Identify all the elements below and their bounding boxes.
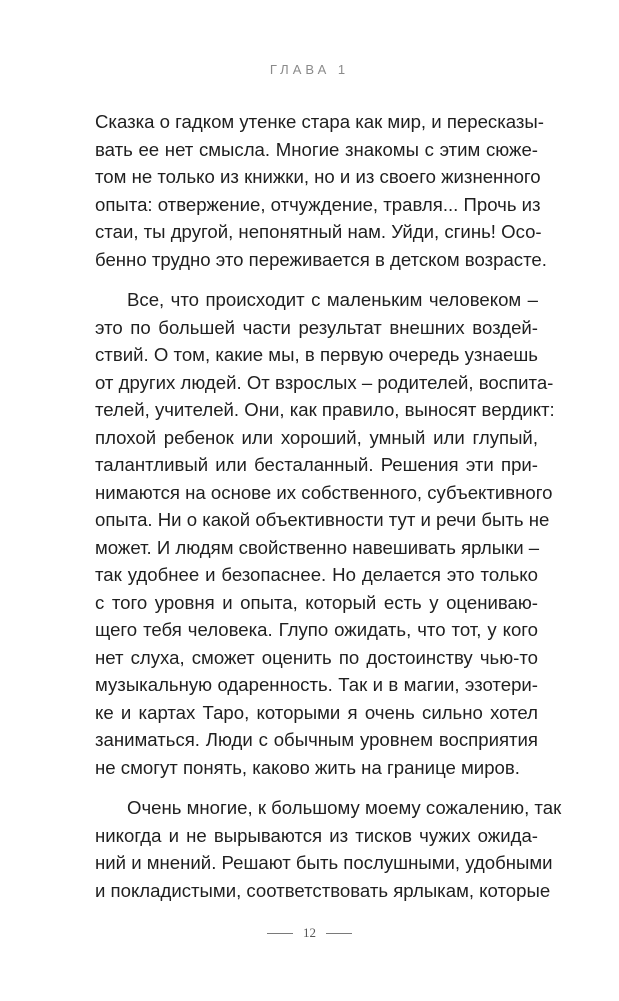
text-line: заниматься. Люди с обычным уровнем восприятия: [95, 729, 538, 750]
page-number: 12: [303, 925, 316, 940]
text-line: от других людей. От взрослых – родителей, воспита-: [95, 371, 554, 393]
text-line: телей, учителей. Они, как правило, выносят вердикт:: [95, 399, 555, 420]
text-line: ствий. О том, какие мы, в первую очередь узнаешь: [95, 344, 538, 365]
text-line: бенно трудно это переживается в детском возрасте.: [95, 248, 547, 270]
text-line: Все, что происходит с маленьким человеком –: [127, 289, 538, 310]
text-line: стаи, ты другой, непонятный нам. Уйди, сгинь! Осо-: [95, 221, 542, 242]
chapter-heading: ГЛАВА 1: [269, 62, 350, 77]
text-line: так удобнее и безопаснее. Но делается это только: [95, 564, 538, 585]
text-line: нимаются на основе их собственного, субъективного: [95, 481, 553, 503]
paragraph-2: [95, 286, 555, 781]
text-line: никогда и не вырываются из тисков чужих ожида-: [95, 824, 538, 846]
text-line: талантливый или бесталанный. Решения эти при-: [95, 454, 538, 475]
text-line: нет слуха, сможет оценить по достоинству чью-то: [95, 646, 538, 668]
text-line: том не только из книжки, но и из своего жизненного: [95, 166, 541, 187]
text-line: опыта. Ни о какой объективности тут и речи быть не: [95, 509, 550, 530]
body-text: [95, 108, 562, 917]
text-line: не смогут понять, каково жить на границе миров.: [95, 756, 520, 778]
text-line: вать ее нет смысла. Многие знакомы с этим сюже-: [95, 138, 538, 160]
page-footer: [0, 925, 619, 941]
text-line: щего тебя человека. Глупо ожидать, что тот, у кого: [95, 619, 538, 640]
text-line: с того уровня и опыта, который есть у оцениваю-: [95, 591, 538, 613]
text-line: музыкальную одаренность. Так и в магии, эзотери-: [95, 674, 538, 695]
paragraph-1: [95, 108, 547, 273]
text-line: Сказка о гадком утенке стара как мир, и пересказы-: [95, 111, 544, 132]
text-line: ке и картах Таро, которыми я очень сильно хотел: [95, 701, 538, 723]
text-line: может. И людям свойственно навешивать ярлыки –: [95, 536, 540, 558]
paragraph-3: [95, 794, 562, 904]
footer-rule-left: [267, 933, 293, 934]
text-line: ний и мнений. Решают быть послушными, удобными: [95, 852, 553, 873]
text-line: и покладистыми, соответствовать ярлыкам, которые: [95, 879, 551, 901]
text-line: опыта: отвержение, отчуждение, травля... Прочь из: [95, 193, 541, 215]
text-line: Очень многие, к большому моему сожалению, так: [127, 797, 562, 818]
text-line: плохой ребенок или хороший, умный или глупый,: [95, 426, 538, 448]
footer-rule-right: [326, 933, 352, 934]
text-line: это по большей части результат внешних воздей-: [95, 316, 538, 338]
